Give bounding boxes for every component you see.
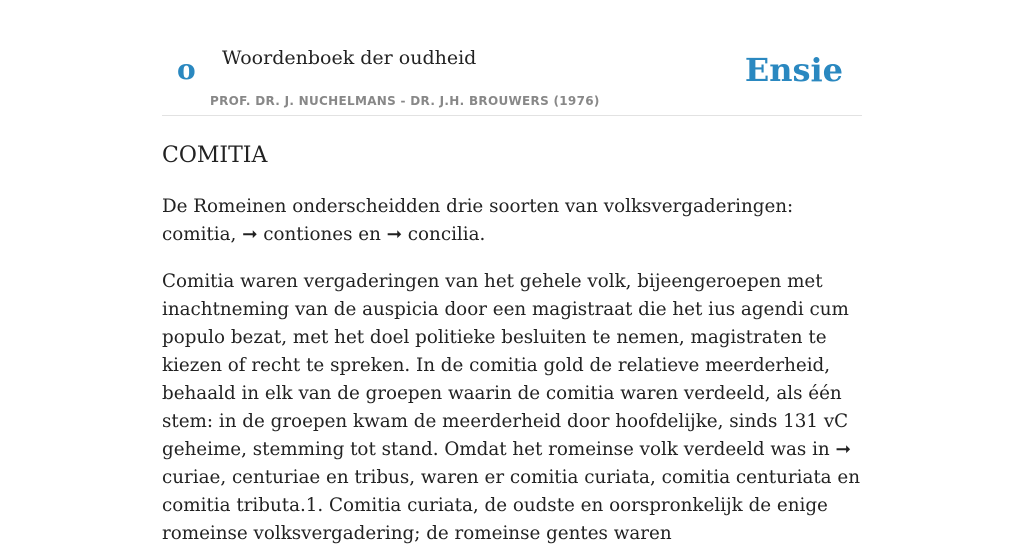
book-header — [162, 0, 862, 116]
book-authors: PROF. DR. J. NUCHELMANS - DR. J.H. BROUWERS (1976) — [210, 94, 600, 108]
entry-paragraph: De Romeinen onderscheidden drie soorten van volksvergaderingen: comitia, ➞ contiones en ➞ concilia. — [162, 196, 794, 245]
ensie-logo[interactable]: Ensie — [744, 51, 843, 89]
entry-paragraph: Comitia waren vergaderingen van het gehele volk, bijeengeroepen met inachtneming van de auspicia door een magistraat die het ius agendi cum populo bezat, met het doel politieke besluiten te nemen, magistraten te kiezen of recht te spreken. In de comitia gold de relatieve meerderheid, behaald in elk van de groepen waarin de comitia waren verdeeld, als één stem: in de groepen kwam de meerderheid door hoofdelijke, sinds 131 vC geheime, stemming tot stand. Omdat het romeinse volk verdeeld was in ➞ curiae, centuriae en tribus, waren er comitia curiata, comitia centuriata en comitia tributa.1. Comitia curiata, de oudste en oorspronkelijk de enige romeinse volksvergadering; de romeinse gentes waren — [162, 271, 860, 544]
entry-content — [162, 142, 862, 548]
book-title[interactable]: Woordenboek der oudheid — [222, 47, 477, 69]
page — [162, 0, 862, 548]
entry-title: COMITIA — [162, 143, 268, 168]
book-letter-badge[interactable]: o — [177, 53, 196, 86]
